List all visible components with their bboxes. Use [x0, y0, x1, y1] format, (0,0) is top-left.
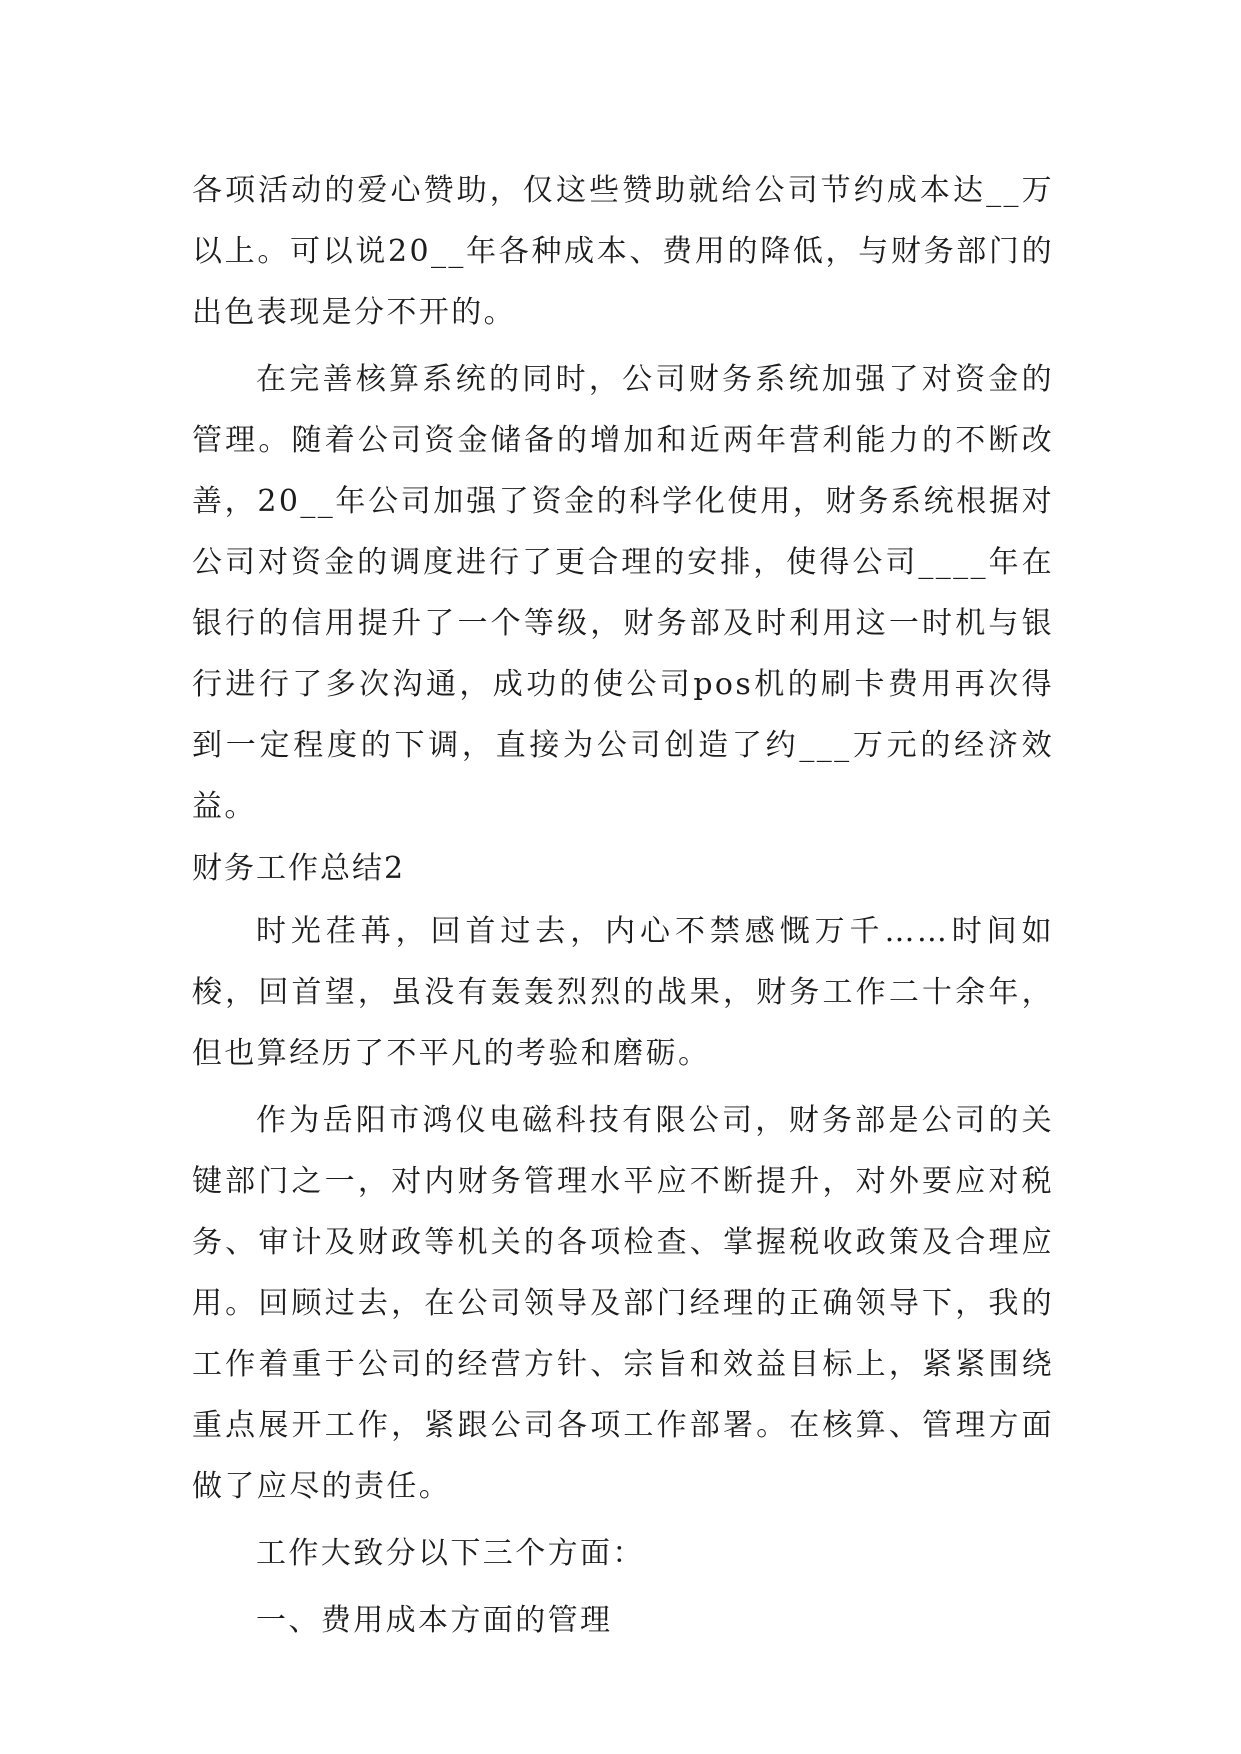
paragraph-reflection: 时光荏苒，回首过去，内心不禁感慨万千……时间如梭，回首望，虽没有轰轰烈烈的战果，财务工作二十余年，但也算经历了不平凡的考验和磨砺。 — [192, 914, 1054, 1071]
document-body — [192, 160, 1054, 1657]
paragraph-cost-savings: 各项活动的爱心赞助，仅这些赞助就给公司节约成本达__万以上。可以说20__年各种成本、费用的降低，与财务部门的出色表现是分不开的。 — [192, 173, 1054, 330]
paragraph-work-overview: 工作大致分以下三个方面： — [256, 1536, 645, 1571]
paragraph-cost-management-heading: 一、费用成本方面的管理 — [256, 1603, 613, 1638]
paragraph-department-role: 作为岳阳市鸿仪电磁科技有限公司，财务部是公司的关键部门之一，对内财务管理水平应不断提升，对外要应对税务、审计及财政等机关的各项检查、掌握税收政策及合理应用。回顾过去，在公司领导及部门经理的正确领导下，我的工作着重于公司的经营方针、宗旨和效益目标上，紧紧围绕重点展开工作，紧跟公司各项工作部署。在核算、管理方面做了应尽的责任。 — [192, 1103, 1054, 1504]
section-title: 财务工作总结2 — [192, 851, 406, 886]
paragraph-fund-management: 在完善核算系统的同时，公司财务系统加强了对资金的管理。随着公司资金储备的增加和近两年营利能力的不断改善，20__年公司加强了资金的科学化使用，财务系统根据对公司对资金的调度进行了更合理的安排，使得公司____年在银行的信用提升了一个等级，财务部及时利用这一时机与银行进行了多次沟通，成功的使公司pos机的刷卡费用再次得到一定程度的下调，直接为公司创造了约___万元的经济效益。 — [192, 362, 1054, 824]
